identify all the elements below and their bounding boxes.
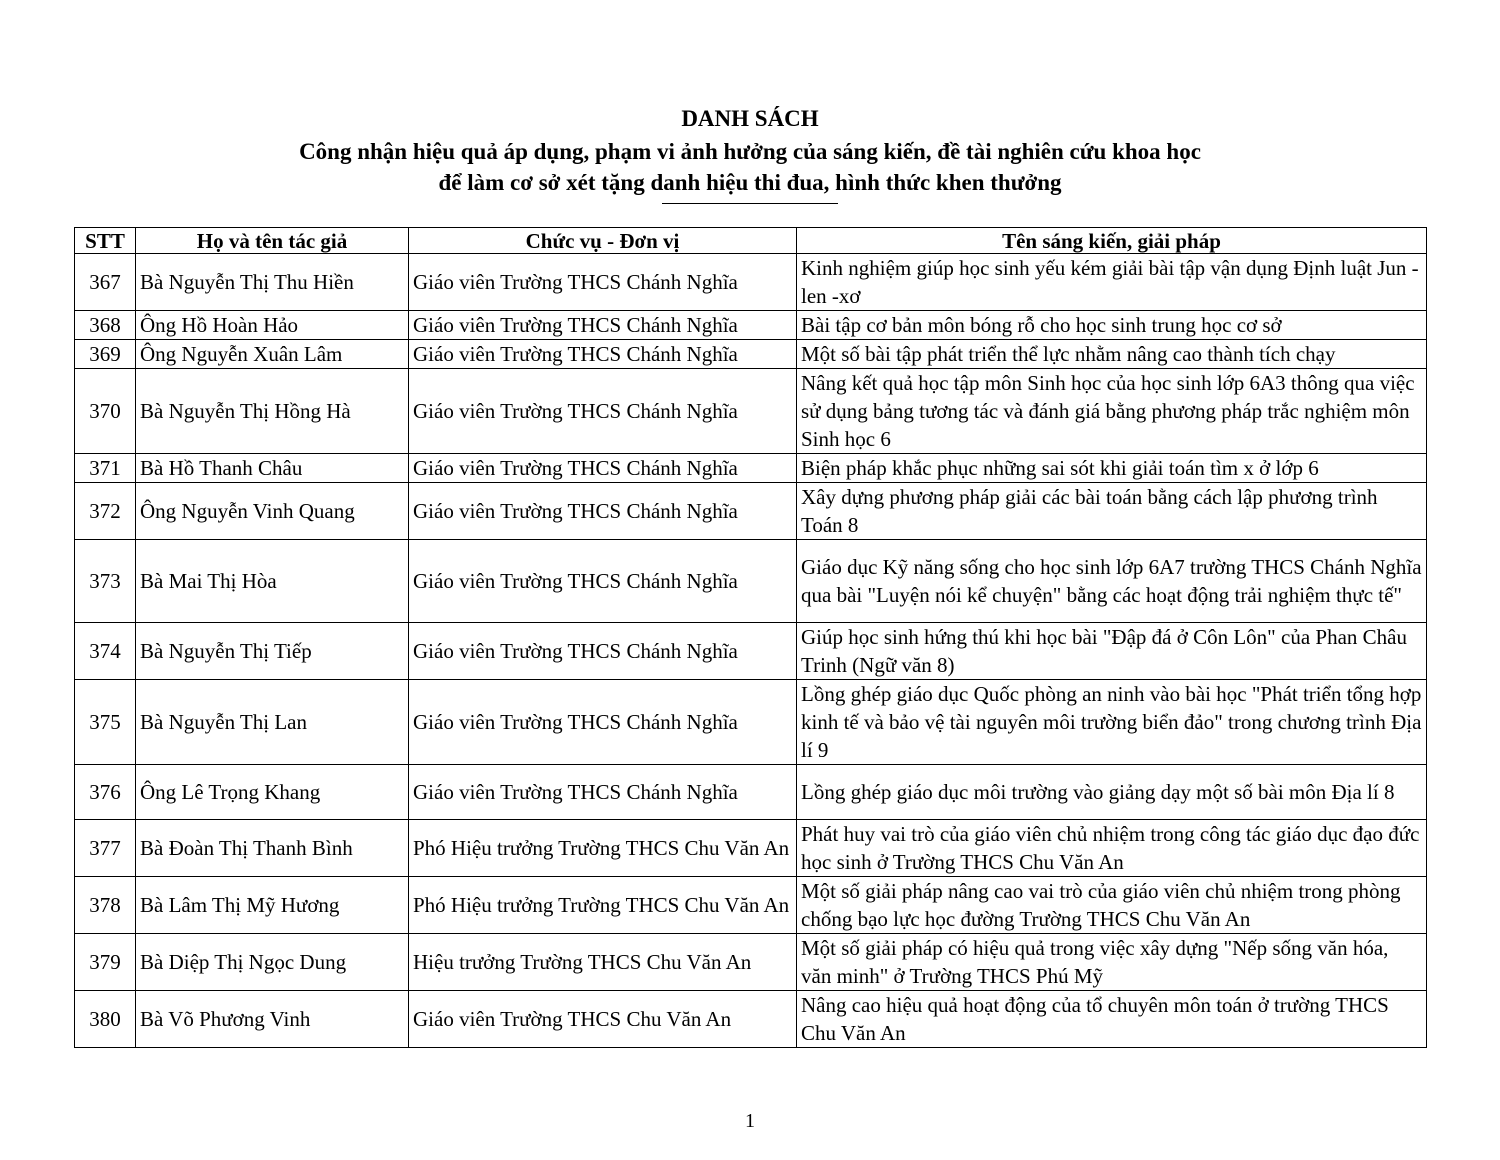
row-position-unit: Giáo viên Trường THCS Chánh Nghĩa: [409, 540, 797, 623]
document-subtitle-line-1: Công nhận hiệu quả áp dụng, phạm vi ảnh hưởng của sáng kiến, đề tài nghiên cứu khoa học: [299, 139, 1201, 164]
row-author-name: Bà Võ Phương Vinh: [136, 991, 409, 1048]
row-initiative-title: Phát huy vai trò của giáo viên chủ nhiệm trong công tác giáo dục đạo đức học sinh ở Trường THCS Chu Văn An: [797, 820, 1427, 877]
document-subtitle-line-2: để làm cơ sở xét tặng danh hiệu thi đua, hình thức khen thưởng: [438, 170, 1062, 195]
row-stt: 376: [75, 765, 136, 820]
row-author-name: Bà Mai Thị Hòa: [136, 540, 409, 623]
row-stt: 368: [75, 311, 136, 340]
row-initiative-title: Xây dựng phương pháp giải các bài toán bằng cách lập phương trình Toán 8: [797, 483, 1427, 540]
table-row: [75, 680, 1427, 765]
row-position-unit: Giáo viên Trường THCS Chánh Nghĩa: [409, 454, 797, 483]
row-author-name: Bà Nguyễn Thị Hồng Hà: [136, 369, 409, 454]
row-stt: 374: [75, 623, 136, 680]
row-initiative-title: Kinh nghiệm giúp học sinh yếu kém giải bài tập vận dụng Định luật Jun -len -xơ: [797, 254, 1427, 311]
row-position-unit: Phó Hiệu trưởng Trường THCS Chu Văn An: [409, 820, 797, 877]
row-position-unit: Hiệu trưởng Trường THCS Chu Văn An: [409, 934, 797, 991]
row-author-name: Ông Hồ Hoàn Hảo: [136, 311, 409, 340]
table-row: [75, 454, 1427, 483]
row-stt: 379: [75, 934, 136, 991]
row-author-name: Ông Nguyễn Vinh Quang: [136, 483, 409, 540]
recognition-table: [74, 227, 1427, 1048]
row-initiative-title: Nâng cao hiệu quả hoạt động của tổ chuyên môn toán ở trường THCS Chu Văn An: [797, 991, 1427, 1048]
row-author-name: Bà Diệp Thị Ngọc Dung: [136, 934, 409, 991]
row-initiative-title: Một số giải pháp nâng cao vai trò của giáo viên chủ nhiệm trong phòng chống bạo lực học đường Trường THCS Chu Văn An: [797, 877, 1427, 934]
row-author-name: Ông Lê Trọng Khang: [136, 765, 409, 820]
row-position-unit: Giáo viên Trường THCS Chánh Nghĩa: [409, 369, 797, 454]
title-underline-divider: [662, 203, 838, 204]
table-row: [75, 623, 1427, 680]
table-row: [75, 934, 1427, 991]
row-initiative-title: Nâng kết quả học tập môn Sinh học của học sinh lớp 6A3 thông qua việc sử dụng bảng tương tác và đánh giá bằng phương pháp trắc nghiệm môn Sinh học 6: [797, 369, 1427, 454]
row-initiative-title: Lồng ghép giáo dục môi trường vào giảng dạy một số bài môn Địa lí 8: [797, 765, 1427, 820]
row-initiative-title: Một số giải pháp có hiệu quả trong việc xây dựng "Nếp sống văn hóa, văn minh" ở Trường THCS Phú Mỹ: [797, 934, 1427, 991]
table-row: [75, 254, 1427, 311]
row-stt: 370: [75, 369, 136, 454]
row-position-unit: Giáo viên Trường THCS Chánh Nghĩa: [409, 623, 797, 680]
table-row: [75, 877, 1427, 934]
row-position-unit: Giáo viên Trường THCS Chánh Nghĩa: [409, 311, 797, 340]
row-initiative-title: Giúp học sinh hứng thú khi học bài "Đập đá ở Côn Lôn" của Phan Châu Trinh (Ngữ văn 8): [797, 623, 1427, 680]
column-header-initiative-title: Tên sáng kiến, giải pháp: [797, 228, 1427, 254]
table-row: [75, 991, 1427, 1048]
column-header-author-name: Họ và tên tác giả: [136, 228, 409, 254]
row-stt: 378: [75, 877, 136, 934]
row-stt: 371: [75, 454, 136, 483]
table-row: [75, 540, 1427, 623]
row-stt: 367: [75, 254, 136, 311]
row-author-name: Bà Nguyễn Thị Thu Hiền: [136, 254, 409, 311]
table-header-row: [75, 228, 1427, 254]
row-position-unit: Giáo viên Trường THCS Chánh Nghĩa: [409, 680, 797, 765]
row-position-unit: Giáo viên Trường THCS Chánh Nghĩa: [409, 483, 797, 540]
row-author-name: Bà Lâm Thị Mỹ Hương: [136, 877, 409, 934]
row-stt: 375: [75, 680, 136, 765]
row-initiative-title: Lồng ghép giáo dục Quốc phòng an ninh vào bài học "Phát triển tổng hợp kinh tế và bảo vệ tài nguyên môi trường biển đảo" trong chương trình Địa lí 9: [797, 680, 1427, 765]
column-header-position-unit: Chức vụ - Đơn vị: [409, 228, 797, 254]
row-initiative-title: Giáo dục Kỹ năng sống cho học sinh lớp 6A7 trường THCS Chánh Nghĩa qua bài "Luyện nói kể chuyện" bằng các hoạt động trải nghiệm thực tế": [797, 540, 1427, 623]
row-initiative-title: Biện pháp khắc phục những sai sót khi giải toán tìm x ở lớp 6: [797, 454, 1427, 483]
row-author-name: Bà Nguyễn Thị Tiếp: [136, 623, 409, 680]
row-author-name: Bà Hồ Thanh Châu: [136, 454, 409, 483]
table-row: [75, 369, 1427, 454]
row-author-name: Ông Nguyễn Xuân Lâm: [136, 340, 409, 369]
column-header-stt: STT: [75, 228, 136, 254]
row-position-unit: Giáo viên Trường THCS Chu Văn An: [409, 991, 797, 1048]
table-row: [75, 820, 1427, 877]
row-position-unit: Giáo viên Trường THCS Chánh Nghĩa: [409, 765, 797, 820]
table-row: [75, 483, 1427, 540]
row-initiative-title: Một số bài tập phát triển thể lực nhằm nâng cao thành tích chạy: [797, 340, 1427, 369]
row-author-name: Bà Đoàn Thị Thanh Bình: [136, 820, 409, 877]
row-stt: 377: [75, 820, 136, 877]
document-title: DANH SÁCH: [681, 106, 819, 131]
row-author-name: Bà Nguyễn Thị Lan: [136, 680, 409, 765]
page-number: 1: [745, 1110, 755, 1132]
row-position-unit: Giáo viên Trường THCS Chánh Nghĩa: [409, 254, 797, 311]
row-position-unit: Phó Hiệu trưởng Trường THCS Chu Văn An: [409, 877, 797, 934]
row-position-unit: Giáo viên Trường THCS Chánh Nghĩa: [409, 340, 797, 369]
row-stt: 380: [75, 991, 136, 1048]
table-row: [75, 765, 1427, 820]
row-initiative-title: Bài tập cơ bản môn bóng rỗ cho học sinh trung học cơ sở: [797, 311, 1427, 340]
table-row: [75, 311, 1427, 340]
table-row: [75, 340, 1427, 369]
row-stt: 372: [75, 483, 136, 540]
row-stt: 373: [75, 540, 136, 623]
row-stt: 369: [75, 340, 136, 369]
